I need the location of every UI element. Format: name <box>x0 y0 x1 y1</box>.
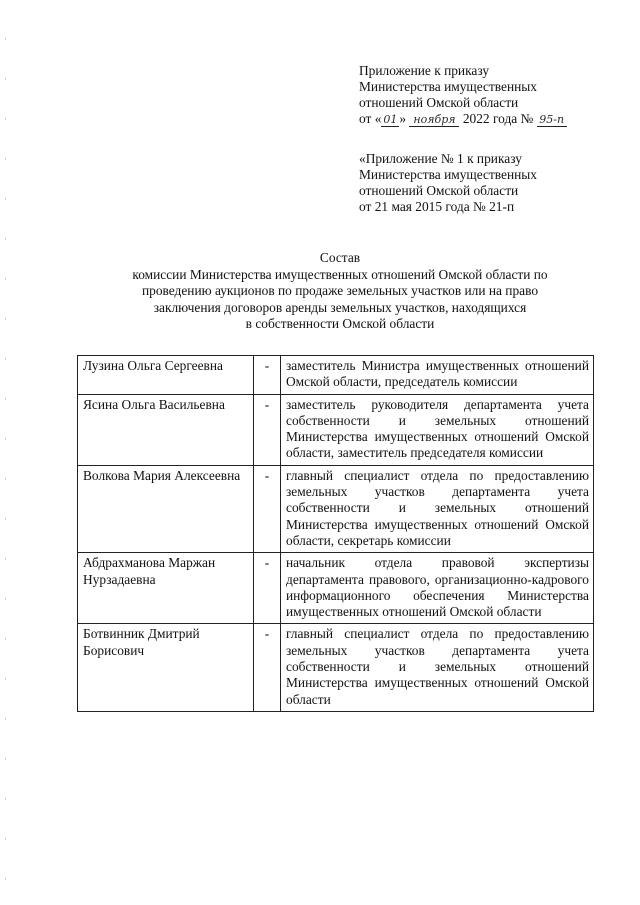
previous-annex-reference <box>359 151 537 215</box>
scan-edge-mark <box>5 0 6 905</box>
member-role: заместитель Министра имущественных отношений Омской области, председатель комиссии <box>281 356 594 395</box>
table-row <box>78 553 594 624</box>
prev-annex-line-2: Министерства имущественных <box>359 167 538 182</box>
annex-line-1: Приложение к приказу <box>359 63 490 78</box>
member-name: Ясина Ольга Васильевна <box>78 394 254 465</box>
table-row <box>78 465 594 552</box>
member-dash: - <box>254 356 281 395</box>
member-name: Волкова Мария Алексеевна <box>78 465 254 552</box>
member-role: заместитель руководителя департамента учета собственности и земельных отношений Министерства имущественных отношений Омской области, заместитель председателя комиссии <box>281 394 594 465</box>
title-line-4: в собственности Омской области <box>245 316 435 331</box>
title-line-2: проведению аукционов по продаже земельных участков или на право <box>141 283 539 298</box>
member-name: Лузина Ольга Сергеевна <box>78 356 254 395</box>
table-row <box>78 356 594 395</box>
date-suffix: 2022 года № <box>462 111 534 126</box>
member-dash: - <box>254 624 281 711</box>
member-dash: - <box>254 465 281 552</box>
commission-members-table <box>77 355 594 712</box>
annex-header <box>359 63 567 127</box>
member-name: Абдрахманова Маржан Нурзадаевна <box>78 553 254 624</box>
member-role: главный специалист отдела по предоставлению земельных участков департамента учета собственности и земельных отношений Министерства имущественных отношений Омской области <box>281 624 594 711</box>
member-dash: - <box>254 394 281 465</box>
prev-annex-line-4: от 21 мая 2015 года № 21-п <box>359 199 515 214</box>
title-heading: Состав <box>319 250 361 265</box>
annex-line-3: отношений Омской области <box>359 95 519 110</box>
member-role: главный специалист отдела по предоставлению земельных участков департамента учета собственности и земельных отношений Министерства имущественных отношений Омской области, секретарь комиссии <box>281 465 594 552</box>
member-role: начальник отдела правовой экспертизы департамента правового, организационно-кадрового информационного обеспечения Министерства имущественных отношений Омской области <box>281 553 594 624</box>
member-name: Ботвинник Дмитрий Борисович <box>78 624 254 711</box>
date-mid: » <box>399 111 407 126</box>
table-row <box>78 394 594 465</box>
handwritten-month: ноября <box>409 114 459 127</box>
document-title <box>80 250 600 333</box>
title-line-1: комиссии Министерства имущественных отношений Омской области по <box>132 266 548 282</box>
prev-annex-line-1: «Приложение № 1 к приказу <box>359 151 522 166</box>
annex-line-2: Министерства имущественных <box>359 79 538 94</box>
handwritten-day: 01 <box>383 113 398 126</box>
date-prefix: от « <box>359 111 382 126</box>
title-line-3: заключения договоров аренды земельных участков, находящихся <box>153 299 527 315</box>
prev-annex-line-3: отношений Омской области <box>359 183 519 198</box>
annex-date-line <box>359 111 567 127</box>
member-dash: - <box>254 553 281 624</box>
table-row <box>78 624 594 711</box>
handwritten-number: 95-п <box>537 114 567 127</box>
